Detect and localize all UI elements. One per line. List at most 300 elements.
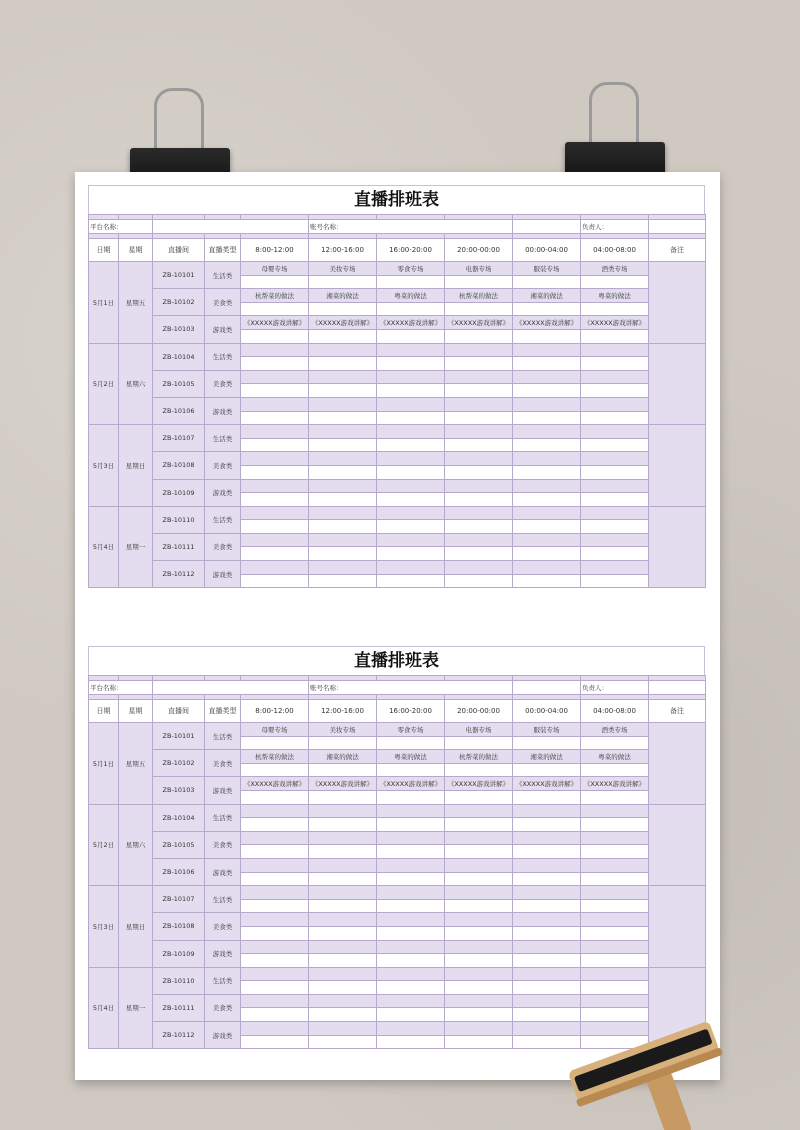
slot-cell: [513, 533, 581, 547]
slot-cell: [513, 926, 581, 940]
room-id-cell: ZB-10110: [153, 506, 205, 533]
room-id-cell: ZB-10109: [153, 940, 205, 967]
slot-cell: [581, 763, 649, 777]
slot-cell: [377, 520, 445, 534]
room-type-cell: 生活类: [205, 723, 241, 750]
table-row: [89, 289, 706, 303]
slot-cell: 湘菜的做法: [513, 750, 581, 764]
slot-cell: [241, 343, 309, 357]
slot-cell: [513, 275, 581, 289]
remarks-cell: [649, 262, 706, 344]
slot-cell: [241, 520, 309, 534]
slot-cell: [581, 438, 649, 452]
slot-cell: [241, 763, 309, 777]
slot-cell: [445, 1008, 513, 1022]
slot-cell: [581, 493, 649, 507]
table-row: [89, 723, 706, 737]
column-header: 8:00-12:00: [241, 239, 309, 262]
slot-cell: [513, 804, 581, 818]
slot-cell: [377, 1022, 445, 1036]
slot-cell: [445, 913, 513, 927]
table-row: [89, 994, 706, 1008]
slot-cell: [377, 967, 445, 981]
slot-cell: [309, 547, 377, 561]
weekday-cell: 星期一: [119, 506, 153, 588]
column-header: 20:00-00:00: [445, 700, 513, 723]
slot-cell: [309, 926, 377, 940]
room-type-cell: 美食类: [205, 533, 241, 560]
slot-cell: [513, 831, 581, 845]
date-cell: 5月1日: [89, 723, 119, 805]
column-header: 04:00-08:00: [581, 239, 649, 262]
slot-cell: [309, 804, 377, 818]
slot-cell: [581, 804, 649, 818]
slot-cell: 粤菜的做法: [377, 750, 445, 764]
remarks-cell: [649, 804, 706, 886]
room-type-cell: 生活类: [205, 886, 241, 913]
slot-cell: [309, 790, 377, 804]
platform-value: [153, 681, 309, 695]
slot-cell: [377, 370, 445, 384]
slot-cell: [513, 913, 581, 927]
slot-cell: [241, 329, 309, 343]
slot-cell: [309, 981, 377, 995]
slot-cell: [309, 302, 377, 316]
slot-cell: [309, 1035, 377, 1049]
table-row: [89, 425, 706, 439]
slot-cell: [445, 858, 513, 872]
table-row: [89, 886, 706, 900]
room-id-cell: ZB-10105: [153, 370, 205, 397]
slot-cell: [581, 452, 649, 466]
slot-cell: [377, 981, 445, 995]
slot-cell: [377, 763, 445, 777]
slot-cell: [445, 574, 513, 588]
slot-cell: [581, 357, 649, 371]
slot-cell: [445, 520, 513, 534]
room-id-cell: ZB-10108: [153, 452, 205, 479]
room-type-cell: 美食类: [205, 289, 241, 316]
room-type-cell: 游戏类: [205, 777, 241, 804]
slot-cell: [377, 790, 445, 804]
slot-cell: [241, 913, 309, 927]
slot-cell: [309, 736, 377, 750]
slot-cell: [241, 967, 309, 981]
slot-cell: [309, 520, 377, 534]
schedule-sheet-2: [88, 646, 705, 1049]
slot-cell: [241, 858, 309, 872]
slot-cell: [309, 886, 377, 900]
slot-cell: [581, 520, 649, 534]
slot-cell: [445, 981, 513, 995]
slot-cell: [241, 493, 309, 507]
slot-cell: [241, 533, 309, 547]
slot-cell: [241, 357, 309, 371]
platform-label: 平台名称：: [89, 220, 153, 234]
room-type-cell: 生活类: [205, 804, 241, 831]
slot-cell: [445, 329, 513, 343]
slot-cell: [309, 1022, 377, 1036]
stamp-icon: [560, 1010, 730, 1130]
room-id-cell: ZB-10107: [153, 425, 205, 452]
slot-cell: [445, 547, 513, 561]
slot-cell: 湘菜的做法: [309, 289, 377, 303]
weekday-cell: 星期五: [119, 723, 153, 805]
room-type-cell: 美食类: [205, 994, 241, 1021]
weekday-cell: 星期六: [119, 343, 153, 425]
slot-cell: [377, 899, 445, 913]
slot-cell: [581, 926, 649, 940]
slot-cell: [513, 520, 581, 534]
slot-cell: [377, 275, 445, 289]
slot-cell: [241, 397, 309, 411]
room-id-cell: ZB-10101: [153, 262, 205, 289]
slot-cell: [581, 940, 649, 954]
manager-value: [649, 220, 706, 234]
slot-cell: [513, 899, 581, 913]
slot-cell: 粤菜的做法: [377, 289, 445, 303]
slot-cell: [513, 845, 581, 859]
slot-cell: [445, 736, 513, 750]
room-id-cell: ZB-10110: [153, 967, 205, 994]
slot-cell: [581, 384, 649, 398]
slot-cell: [581, 736, 649, 750]
slot-cell: 服装专场: [513, 723, 581, 737]
slot-cell: [241, 940, 309, 954]
room-type-cell: 游戏类: [205, 479, 241, 506]
date-cell: 5月3日: [89, 886, 119, 968]
slot-cell: [581, 479, 649, 493]
slot-cell: [309, 763, 377, 777]
slot-cell: [581, 831, 649, 845]
slot-cell: [581, 425, 649, 439]
room-id-cell: ZB-10111: [153, 994, 205, 1021]
slot-cell: [445, 479, 513, 493]
slot-cell: [377, 1008, 445, 1022]
table-row: [89, 750, 706, 764]
slot-cell: [309, 858, 377, 872]
manager-label: 负责人：: [581, 681, 649, 695]
slot-cell: [445, 818, 513, 832]
slot-cell: [309, 452, 377, 466]
slot-cell: 美妆专场: [309, 262, 377, 276]
slot-cell: [513, 302, 581, 316]
slot-cell: [309, 329, 377, 343]
slot-cell: [309, 831, 377, 845]
room-type-cell: 美食类: [205, 750, 241, 777]
table-row: [89, 370, 706, 384]
slot-cell: [445, 926, 513, 940]
slot-cell: 电器专场: [445, 262, 513, 276]
slot-cell: 《XXXXX游戏讲解》: [445, 316, 513, 330]
slot-cell: [241, 926, 309, 940]
account-label: 账号名称：: [309, 681, 513, 695]
slot-cell: [445, 804, 513, 818]
paper-sheet: [75, 172, 720, 1080]
slot-cell: [377, 561, 445, 575]
slot-cell: [513, 384, 581, 398]
slot-cell: [445, 343, 513, 357]
column-header: 直播类型: [205, 700, 241, 723]
slot-cell: [445, 425, 513, 439]
slot-cell: [445, 465, 513, 479]
slot-cell: [581, 858, 649, 872]
slot-cell: [513, 981, 581, 995]
slot-cell: [581, 370, 649, 384]
slot-cell: 母婴专场: [241, 262, 309, 276]
slot-cell: 杭帮菜的做法: [445, 289, 513, 303]
slot-cell: [513, 736, 581, 750]
slot-cell: [581, 574, 649, 588]
room-id-cell: ZB-10104: [153, 343, 205, 370]
slot-cell: [445, 452, 513, 466]
slot-cell: [377, 547, 445, 561]
date-cell: 5月2日: [89, 804, 119, 886]
slot-cell: [445, 831, 513, 845]
table-row: [89, 858, 706, 872]
table-row: [89, 397, 706, 411]
slot-cell: [241, 872, 309, 886]
platform-label: 平台名称：: [89, 681, 153, 695]
slot-cell: [445, 940, 513, 954]
room-id-cell: ZB-10111: [153, 533, 205, 560]
room-id-cell: ZB-10102: [153, 750, 205, 777]
slot-cell: [513, 493, 581, 507]
slot-cell: [445, 357, 513, 371]
slot-cell: 《XXXXX游戏讲解》: [513, 316, 581, 330]
slot-cell: [241, 981, 309, 995]
slot-cell: 湘菜的做法: [309, 750, 377, 764]
slot-cell: [377, 343, 445, 357]
column-header: 星期: [119, 239, 153, 262]
slot-cell: [309, 845, 377, 859]
slot-cell: [581, 994, 649, 1008]
slot-cell: [309, 967, 377, 981]
date-cell: 5月3日: [89, 425, 119, 507]
slot-cell: [309, 384, 377, 398]
table-row: [89, 343, 706, 357]
weekday-cell: 星期五: [119, 262, 153, 344]
room-id-cell: ZB-10106: [153, 858, 205, 885]
slot-cell: [377, 858, 445, 872]
slot-cell: 零食专场: [377, 262, 445, 276]
slot-cell: 湘菜的做法: [513, 289, 581, 303]
slot-cell: 粤菜的做法: [581, 750, 649, 764]
slot-cell: [581, 872, 649, 886]
date-cell: 5月4日: [89, 506, 119, 588]
slot-cell: [241, 574, 309, 588]
room-id-cell: ZB-10103: [153, 777, 205, 804]
slot-cell: [241, 818, 309, 832]
slot-cell: [581, 913, 649, 927]
room-type-cell: 游戏类: [205, 1022, 241, 1049]
slot-cell: [513, 886, 581, 900]
slot-cell: [377, 831, 445, 845]
slot-cell: [445, 994, 513, 1008]
slot-cell: [377, 886, 445, 900]
schedule-table: [88, 675, 706, 1049]
slot-cell: [513, 357, 581, 371]
slot-cell: [309, 533, 377, 547]
slot-cell: 粤菜的做法: [581, 289, 649, 303]
slot-cell: [241, 1008, 309, 1022]
slot-cell: [377, 397, 445, 411]
slot-cell: [309, 872, 377, 886]
slot-cell: [513, 452, 581, 466]
slot-cell: [513, 561, 581, 575]
remarks-cell: [649, 886, 706, 968]
slot-cell: [309, 561, 377, 575]
slot-cell: [377, 818, 445, 832]
weekday-cell: 星期日: [119, 425, 153, 507]
slot-cell: [377, 357, 445, 371]
slot-cell: [241, 479, 309, 493]
slot-cell: 《XXXXX游戏讲解》: [377, 777, 445, 791]
room-type-cell: 美食类: [205, 452, 241, 479]
slot-cell: [581, 899, 649, 913]
slot-cell: [445, 384, 513, 398]
slot-cell: [513, 479, 581, 493]
column-header: 00:00-04:00: [513, 700, 581, 723]
slot-cell: [445, 561, 513, 575]
slot-cell: 《XXXXX游戏讲解》: [581, 316, 649, 330]
slot-cell: [377, 452, 445, 466]
slot-cell: [513, 370, 581, 384]
slot-cell: [513, 411, 581, 425]
column-header: 备注: [649, 700, 706, 723]
manager-label: 负责人：: [581, 220, 649, 234]
slot-cell: 《XXXXX游戏讲解》: [241, 316, 309, 330]
slot-cell: [241, 275, 309, 289]
slot-cell: [309, 397, 377, 411]
column-header: 日期: [89, 700, 119, 723]
slot-cell: 《XXXXX游戏讲解》: [377, 316, 445, 330]
slot-cell: [241, 370, 309, 384]
slot-cell: [581, 275, 649, 289]
table-row: [89, 506, 706, 520]
slot-cell: 杭帮菜的做法: [241, 289, 309, 303]
slot-cell: 零食专场: [377, 723, 445, 737]
platform-value: [153, 220, 309, 234]
slot-cell: 《XXXXX游戏讲解》: [241, 777, 309, 791]
column-header: 直播类型: [205, 239, 241, 262]
room-type-cell: 游戏类: [205, 316, 241, 343]
slot-cell: [309, 438, 377, 452]
slot-cell: [241, 954, 309, 968]
column-header: 16:00-20:00: [377, 239, 445, 262]
slot-cell: 酒类专场: [581, 723, 649, 737]
slot-cell: [377, 425, 445, 439]
slot-cell: [445, 899, 513, 913]
room-type-cell: 美食类: [205, 831, 241, 858]
slot-cell: [377, 736, 445, 750]
slot-cell: [309, 818, 377, 832]
room-id-cell: ZB-10102: [153, 289, 205, 316]
slot-cell: [309, 343, 377, 357]
slot-cell: [445, 275, 513, 289]
manager-value: [649, 681, 706, 695]
slot-cell: [377, 493, 445, 507]
slot-cell: [445, 872, 513, 886]
slot-cell: [445, 533, 513, 547]
column-header: 日期: [89, 239, 119, 262]
column-header: 备注: [649, 239, 706, 262]
room-id-cell: ZB-10108: [153, 913, 205, 940]
slot-cell: [445, 886, 513, 900]
room-type-cell: 生活类: [205, 262, 241, 289]
table-row: [89, 452, 706, 466]
room-id-cell: ZB-10107: [153, 886, 205, 913]
slot-cell: [513, 425, 581, 439]
slot-cell: [377, 384, 445, 398]
slot-cell: [513, 940, 581, 954]
column-header: 星期: [119, 700, 153, 723]
slot-cell: [513, 547, 581, 561]
slot-cell: [377, 506, 445, 520]
slot-cell: [581, 886, 649, 900]
slot-cell: [241, 411, 309, 425]
table-row: [89, 561, 706, 575]
slot-cell: [377, 913, 445, 927]
slot-cell: [581, 845, 649, 859]
slot-cell: [445, 506, 513, 520]
room-id-cell: ZB-10112: [153, 561, 205, 588]
slot-cell: [241, 1035, 309, 1049]
slot-cell: [241, 465, 309, 479]
room-id-cell: ZB-10106: [153, 397, 205, 424]
table-row: [89, 913, 706, 927]
slot-cell: 杭帮菜的做法: [241, 750, 309, 764]
slot-cell: [241, 899, 309, 913]
room-id-cell: ZB-10105: [153, 831, 205, 858]
column-header: 直播间: [153, 700, 205, 723]
slot-cell: [377, 438, 445, 452]
slot-cell: [377, 804, 445, 818]
slot-cell: [581, 981, 649, 995]
slot-cell: [241, 438, 309, 452]
slot-cell: 《XXXXX游戏讲解》: [445, 777, 513, 791]
slot-cell: [513, 506, 581, 520]
slot-cell: [513, 763, 581, 777]
table-row: [89, 533, 706, 547]
slot-cell: [445, 1022, 513, 1036]
slot-cell: [377, 872, 445, 886]
slot-cell: [513, 872, 581, 886]
slot-cell: [377, 574, 445, 588]
slot-cell: [581, 302, 649, 316]
slot-cell: [309, 370, 377, 384]
slot-cell: [581, 411, 649, 425]
slot-cell: [581, 329, 649, 343]
table-row: [89, 967, 706, 981]
slot-cell: [445, 370, 513, 384]
slot-cell: [309, 411, 377, 425]
slot-cell: [377, 302, 445, 316]
slot-cell: [377, 940, 445, 954]
slot-cell: [377, 465, 445, 479]
room-id-cell: ZB-10112: [153, 1022, 205, 1049]
slot-cell: [377, 479, 445, 493]
slot-cell: [581, 343, 649, 357]
slot-cell: [445, 397, 513, 411]
slot-cell: [581, 790, 649, 804]
slot-cell: [241, 845, 309, 859]
slot-cell: 美妆专场: [309, 723, 377, 737]
slot-cell: [445, 763, 513, 777]
column-header: 12:00-16:00: [309, 239, 377, 262]
slot-cell: [309, 1008, 377, 1022]
slot-cell: [241, 547, 309, 561]
